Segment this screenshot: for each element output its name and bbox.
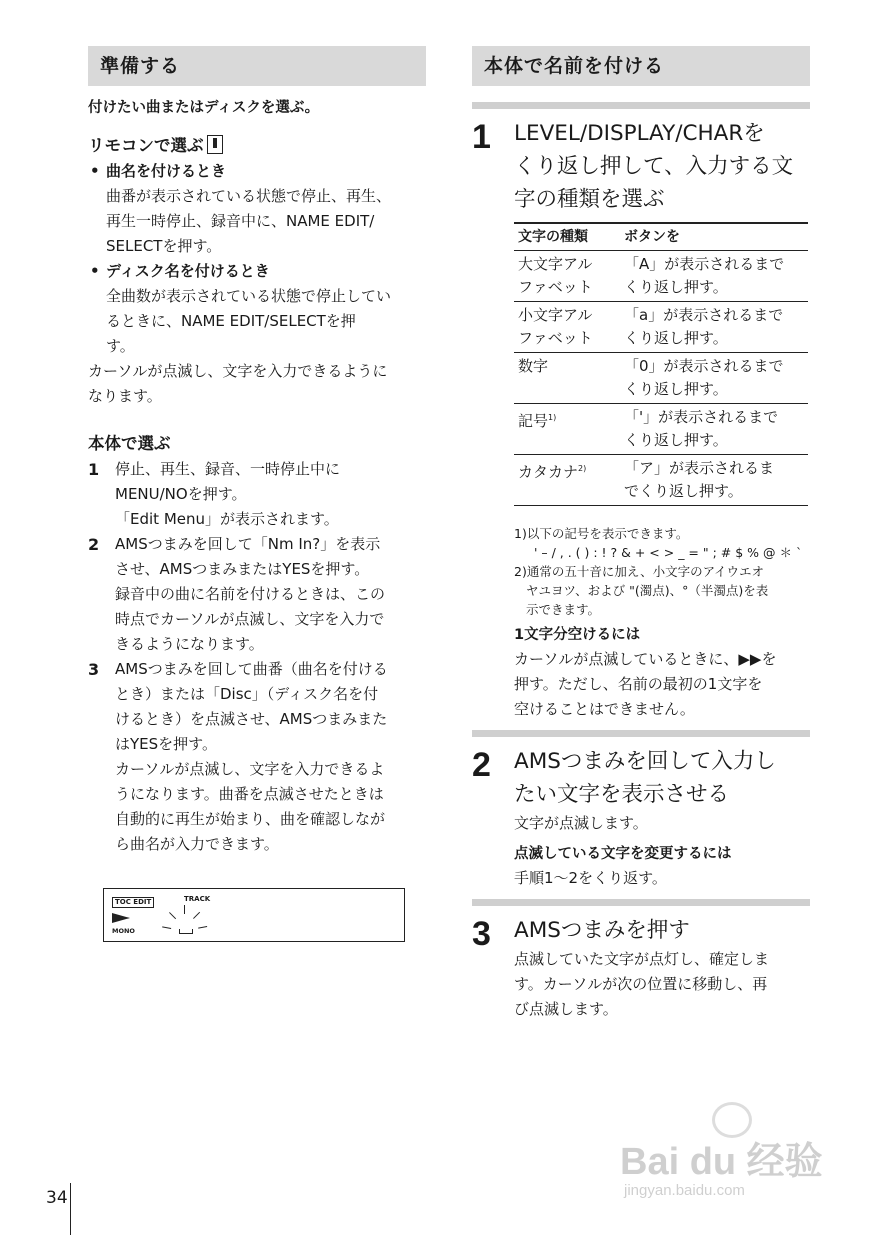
step-line: 時点でカーソルが点滅し、文字を入力で xyxy=(115,610,385,628)
step-line: うになります。曲番を点滅させたときは xyxy=(115,785,384,803)
unit-step-2 xyxy=(88,532,426,657)
step-line: きるようになります。 xyxy=(115,635,264,653)
toc-edit-indicator: TOC EDIT xyxy=(112,897,154,908)
table-cell-line: 数字 xyxy=(518,357,549,375)
table-row xyxy=(514,455,808,506)
footnote: 示できます。 xyxy=(526,602,601,617)
remote-after-line: なります。 xyxy=(88,387,162,405)
step-line: とき）または「Disc」（ディスク名を付 xyxy=(115,685,379,703)
step-line: 自動的に再生が始まり、曲を確認しなが xyxy=(115,810,386,828)
tip-line: 手順1～2をくり返す。 xyxy=(514,869,667,887)
step-title-line: くり返し押して、入力する文 xyxy=(514,154,794,179)
step-line: 録音中の曲に名前を付けるときは、この xyxy=(115,585,386,603)
unit-heading: 本体で選ぶ xyxy=(88,434,171,453)
step-number: 1 xyxy=(472,118,491,156)
step-divider xyxy=(472,730,810,737)
tip-heading: 1文字分空けるには xyxy=(514,627,641,643)
table-row xyxy=(514,302,808,353)
step-divider xyxy=(472,899,810,906)
bullet-line: るときに、NAME EDIT/SELECTを押 xyxy=(106,312,356,330)
left-column xyxy=(88,46,426,857)
page-number: 34 xyxy=(46,1188,68,1208)
step-number: 3 xyxy=(88,660,100,679)
blink-ray-icon xyxy=(169,912,176,919)
right-column xyxy=(472,46,810,1022)
step-line: 停止、再生、録音、一時停止中に xyxy=(115,460,341,478)
intro-text: 付けたい曲またはディスクを選ぶ。 xyxy=(88,100,320,116)
table-cell-line: 小文字アル xyxy=(518,306,593,324)
bullet-line: 曲番が表示されている状態で停止、再生、 xyxy=(106,187,392,205)
table-header: 文字の種類 xyxy=(514,223,620,251)
watermark-url: jingyan.baidu.com xyxy=(624,1182,745,1199)
step-body: 文字が点滅します。 xyxy=(514,814,648,832)
table-row xyxy=(514,353,808,404)
table-cell-line: ファベット xyxy=(518,278,593,296)
bullet-line: 再生一時停止、録音中に、NAME EDIT/ xyxy=(106,212,375,230)
section-title-prepare: 準備する xyxy=(88,46,426,86)
tip-heading: 点滅している文字を変更するには xyxy=(514,846,732,862)
tip-line: 空けることはできません。 xyxy=(514,700,695,718)
main-step-1 xyxy=(472,117,810,722)
table-cell-line: 大文字アル xyxy=(518,255,593,273)
footnote: 2)通常の五十音に加え、小文字のアイウエオ xyxy=(514,564,764,579)
table-cell-line: 「0」が表示されるまで xyxy=(624,357,784,375)
step-line: AMSつまみを回して曲番（曲名を付ける xyxy=(115,660,388,678)
tip-line: 押す。ただし、名前の最初の1文字を xyxy=(514,675,763,693)
table-cell-line: くり返し押す。 xyxy=(624,431,728,449)
bullet-track-name xyxy=(88,159,426,259)
bullet-line: す。 xyxy=(106,337,135,355)
table-cell-line: 「ア」が表示されるま xyxy=(624,459,775,477)
table-cell-line: ファベット xyxy=(518,329,593,347)
table-cell-line: くり返し押す。 xyxy=(624,380,728,398)
table-cell-line: 「'」が表示されるまで xyxy=(624,408,779,426)
step-line: はYESを押す。 xyxy=(115,735,217,753)
table-cell-line: くり返し押す。 xyxy=(624,278,728,296)
unit-step-1 xyxy=(88,457,426,532)
step-title-line: 字の種類を選ぶ xyxy=(514,187,665,212)
step-line: けるとき）を点滅させ、AMSつまみまた xyxy=(115,710,388,728)
step-line: カーソルが点滅し、文字を入力できるよ xyxy=(115,760,385,778)
section-title-naming: 本体で名前を付ける xyxy=(472,46,810,86)
blink-ray-icon xyxy=(198,926,207,929)
bullet-title: • 曲名を付けるとき xyxy=(106,159,426,184)
track-indicator: TRACK xyxy=(184,895,211,903)
table-row xyxy=(514,404,808,455)
remote-after-line: カーソルが点滅し、文字を入力できるように xyxy=(88,362,388,380)
remote-heading-text: リモコンで選ぶ xyxy=(88,136,204,155)
unit-step-3 xyxy=(88,657,426,857)
blink-ray-icon xyxy=(162,926,171,929)
table-cell-line: でくり返し押す。 xyxy=(624,482,743,500)
step-line: MENU/NOを押す。 xyxy=(115,485,247,503)
blink-ray-icon xyxy=(184,905,185,914)
step-line: ら曲名が入力できます。 xyxy=(115,835,279,853)
character-type-table xyxy=(514,222,808,506)
table-row xyxy=(514,251,808,302)
remote-heading xyxy=(88,133,426,159)
bullet-line: 全曲数が表示されている状態で停止してい xyxy=(106,287,392,305)
footnote-ref: 1) xyxy=(548,413,557,422)
step-line: AMSつまみを回して「Nm In?」を表示 xyxy=(115,535,381,553)
mono-indicator: MONO xyxy=(112,927,135,935)
footnote: ヤユヨツ、および "(濁点)、°（半濁点)を表 xyxy=(526,583,769,598)
table-cell-line: 「A」が表示されるまで xyxy=(624,255,785,273)
footnote: ' – / , . ( ) : ! ? & + < > _ = " ; # $ % @ ＊ ` xyxy=(526,545,803,560)
tip-line: カーソルが点滅しているときに、▶▶を xyxy=(514,650,777,668)
step-divider xyxy=(472,102,810,109)
bullet-line: SELECTを押す。 xyxy=(106,237,222,255)
blink-ray-icon xyxy=(193,912,200,919)
table-cell-line: くり返し押す。 xyxy=(624,329,728,347)
step-title-line: たい文字を表示させる xyxy=(514,782,730,807)
bullet-disc-name xyxy=(88,259,426,359)
table-header-row xyxy=(514,223,808,251)
step-number: 2 xyxy=(88,535,100,554)
step-number: 2 xyxy=(472,746,491,784)
step-body-line: び点滅します。 xyxy=(514,1000,618,1018)
step-title-line: AMSつまみを押す xyxy=(514,918,690,943)
remote-control-icon xyxy=(207,135,223,154)
main-step-2 xyxy=(472,745,810,891)
footnote: 1)以下の記号を表示できます。 xyxy=(514,526,689,541)
step-title-line: LEVEL/DISPLAY/CHARを xyxy=(514,121,765,146)
step-number: 3 xyxy=(472,915,491,953)
play-icon xyxy=(112,913,130,923)
blinking-cursor-icon xyxy=(179,929,193,934)
table-header: ボタンを xyxy=(620,223,808,251)
table-cell-line: 記号 xyxy=(518,412,549,430)
watermark-brand: Bai du 经验 xyxy=(620,1141,823,1183)
footnote-ref: 2) xyxy=(578,464,587,473)
lcd-display-illustration xyxy=(103,888,405,942)
step-body-line: す。カーソルが次の位置に移動し、再 xyxy=(514,975,768,993)
main-step-3 xyxy=(472,914,810,1022)
table-cell-line: カタカナ xyxy=(518,463,579,481)
step-title-line: AMSつまみを回して入力し xyxy=(514,749,776,774)
step-number: 1 xyxy=(88,460,100,479)
step-body-line: 点滅していた文字が点灯し、確定しま xyxy=(514,950,770,968)
bullet-title: • ディスク名を付けるとき xyxy=(106,259,426,284)
step-line: 「Edit Menu」が表示されます。 xyxy=(115,510,339,528)
step-line: させ、AMSつまみまたはYESを押す。 xyxy=(115,560,370,578)
page-number-rule xyxy=(70,1183,71,1235)
table-cell-line: 「a」が表示されるまで xyxy=(624,306,784,324)
baidu-watermark xyxy=(620,1100,830,1210)
